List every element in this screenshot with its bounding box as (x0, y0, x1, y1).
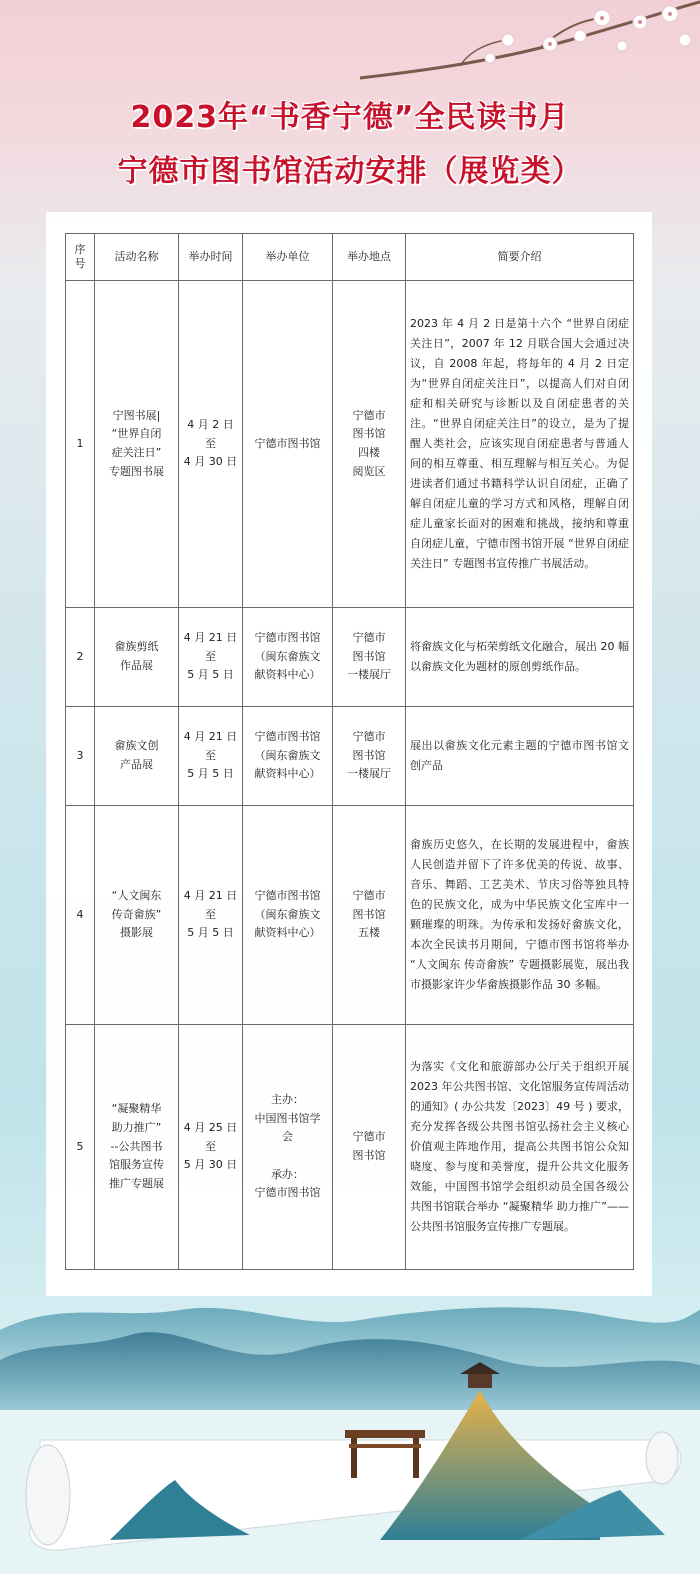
cell-activity-name: 畲族剪纸 作品展 (95, 608, 179, 707)
cell-time: 4 月 25 日 至 5 月 30 日 (179, 1025, 243, 1270)
page-title-line-1: 2023年“书香宁德”全民读书月 (130, 100, 570, 135)
cell-time: 4 月 21 日 至 5 月 5 日 (179, 806, 243, 1025)
table-row (66, 1025, 634, 1270)
cell-venue: 宁德市 图书馆 一楼展厅 (333, 608, 406, 707)
table-header-row (66, 234, 634, 281)
cell-introduction: 2023 年 4 月 2 日是第十六个 “世界自闭症关注日”，2007 年 12 月联合国大会通过决议，自 2008 年起，将每年的 4 月 2 日定为“世界自闭症关注日”，以提高人们对自闭症和相关研究与诊断以及自闭症患者的关注。“世界自闭症关注日”的设立，是为了提醒人类社会，应该实现自闭症患者与普通人间的相互尊重、相互理解与相互关心。为促进读者们通过书籍科学认识自闭症，正确了解自闭症儿童的学习方式和风格，理解自闭症儿童家长面对的困难和挑战，接纳和尊重自闭症儿童，宁德市图书馆开展 “世界自闭症关注日” 专题图书宣传推广书展活动。 (406, 281, 634, 608)
cell-introduction: 将畲族文化与柘荣剪纸文化融合，展出 20 幅以畲族文化为题材的原创剪纸作品。 (406, 608, 634, 707)
header-venue: 举办地点 (333, 234, 406, 281)
header-organizer: 举办单位 (243, 234, 333, 281)
cell-venue: 宁德市 图书馆 五楼 (333, 806, 406, 1025)
cell-introduction: 畲族历史悠久，在长期的发展进程中，畲族人民创造并留下了许多优美的传说、故事、音乐、舞蹈、工艺美术、节庆习俗等独具特色的民族文化，成为中华民族文化宝库中一颗璀璨的明珠。为传承和发扬好畲族文化，本次全民读书月期间，宁德市图书馆将举办 “人文闽东 传奇畲族” 专题摄影展览，展出我市摄影家许少华畲族摄影作品 30 多幅。 (406, 806, 634, 1025)
cell-introduction: 为落实《文化和旅游部办公厅关于组织开展 2023 年公共图书馆、文化馆服务宣传周活动的通知》( 办公共发〔2023〕49 号 ) 要求，充分发挥各级公共图书馆弘扬社会主义核心价值观主阵地作用，提高公共图书馆公众知晓度、参与度和美誉度，提升公共文化服务效能，中国图书馆学会组织动员全国各级公共图书馆联合举办 “凝聚精华 助力推广”——公共图书馆服务宣传推广专题展。 (406, 1025, 634, 1270)
cell-venue: 宁德市 图书馆 一楼展厅 (333, 707, 406, 806)
cell-organizer: 宁德市图书馆 （闽东畲族文 献资料中心） (243, 707, 333, 806)
cell-organizer: 主办： 中国图书馆学 会 承办： 宁德市图书馆 (243, 1025, 333, 1270)
header-serial-number: 序 号 (66, 234, 95, 281)
header-introduction: 简要介绍 (406, 234, 634, 281)
cell-venue: 宁德市 图书馆 (333, 1025, 406, 1270)
cell-introduction: 展出以畲族文化元素主题的宁德市图书馆文创产品 (406, 707, 634, 806)
table-row (66, 608, 634, 707)
table-row (66, 281, 634, 608)
cell-organizer: 宁德市图书馆 (243, 281, 333, 608)
cell-activity-name: 宁图书展| “世界自闭 症关注日” 专题图书展 (95, 281, 179, 608)
cell-serial-number: 4 (66, 806, 95, 1025)
table-row (66, 806, 634, 1025)
cell-venue: 宁德市 图书馆 四楼 阅览区 (333, 281, 406, 608)
cell-activity-name: “人文闽东 传奇畲族” 摄影展 (95, 806, 179, 1025)
cell-serial-number: 1 (66, 281, 95, 608)
header-activity-name: 活动名称 (95, 234, 179, 281)
cell-serial-number: 2 (66, 608, 95, 707)
cell-organizer: 宁德市图书馆 （闽东畲族文 献资料中心） (243, 608, 333, 707)
cell-time: 4 月 2 日 至 4 月 30 日 (179, 281, 243, 608)
table-row (66, 707, 634, 806)
cell-serial-number: 3 (66, 707, 95, 806)
cell-activity-name: 畲族文创 产品展 (95, 707, 179, 806)
cell-organizer: 宁德市图书馆 （闽东畲族文 献资料中心） (243, 806, 333, 1025)
cell-time: 4 月 21 日 至 5 月 5 日 (179, 608, 243, 707)
cell-activity-name: “凝聚精华 助力推广” --公共图书 馆服务宣传 推广专题展 (95, 1025, 179, 1270)
header-time: 举办时间 (179, 234, 243, 281)
mountain-scroll-landscape-illustration (0, 1290, 700, 1574)
plum-blossom-branch-illustration (340, 0, 700, 90)
cell-serial-number: 5 (66, 1025, 95, 1270)
page-title-line-2: 宁德市图书馆活动安排（展览类） (117, 154, 583, 189)
cell-time: 4 月 21 日 至 5 月 5 日 (179, 707, 243, 806)
activity-schedule-table (65, 233, 634, 1270)
